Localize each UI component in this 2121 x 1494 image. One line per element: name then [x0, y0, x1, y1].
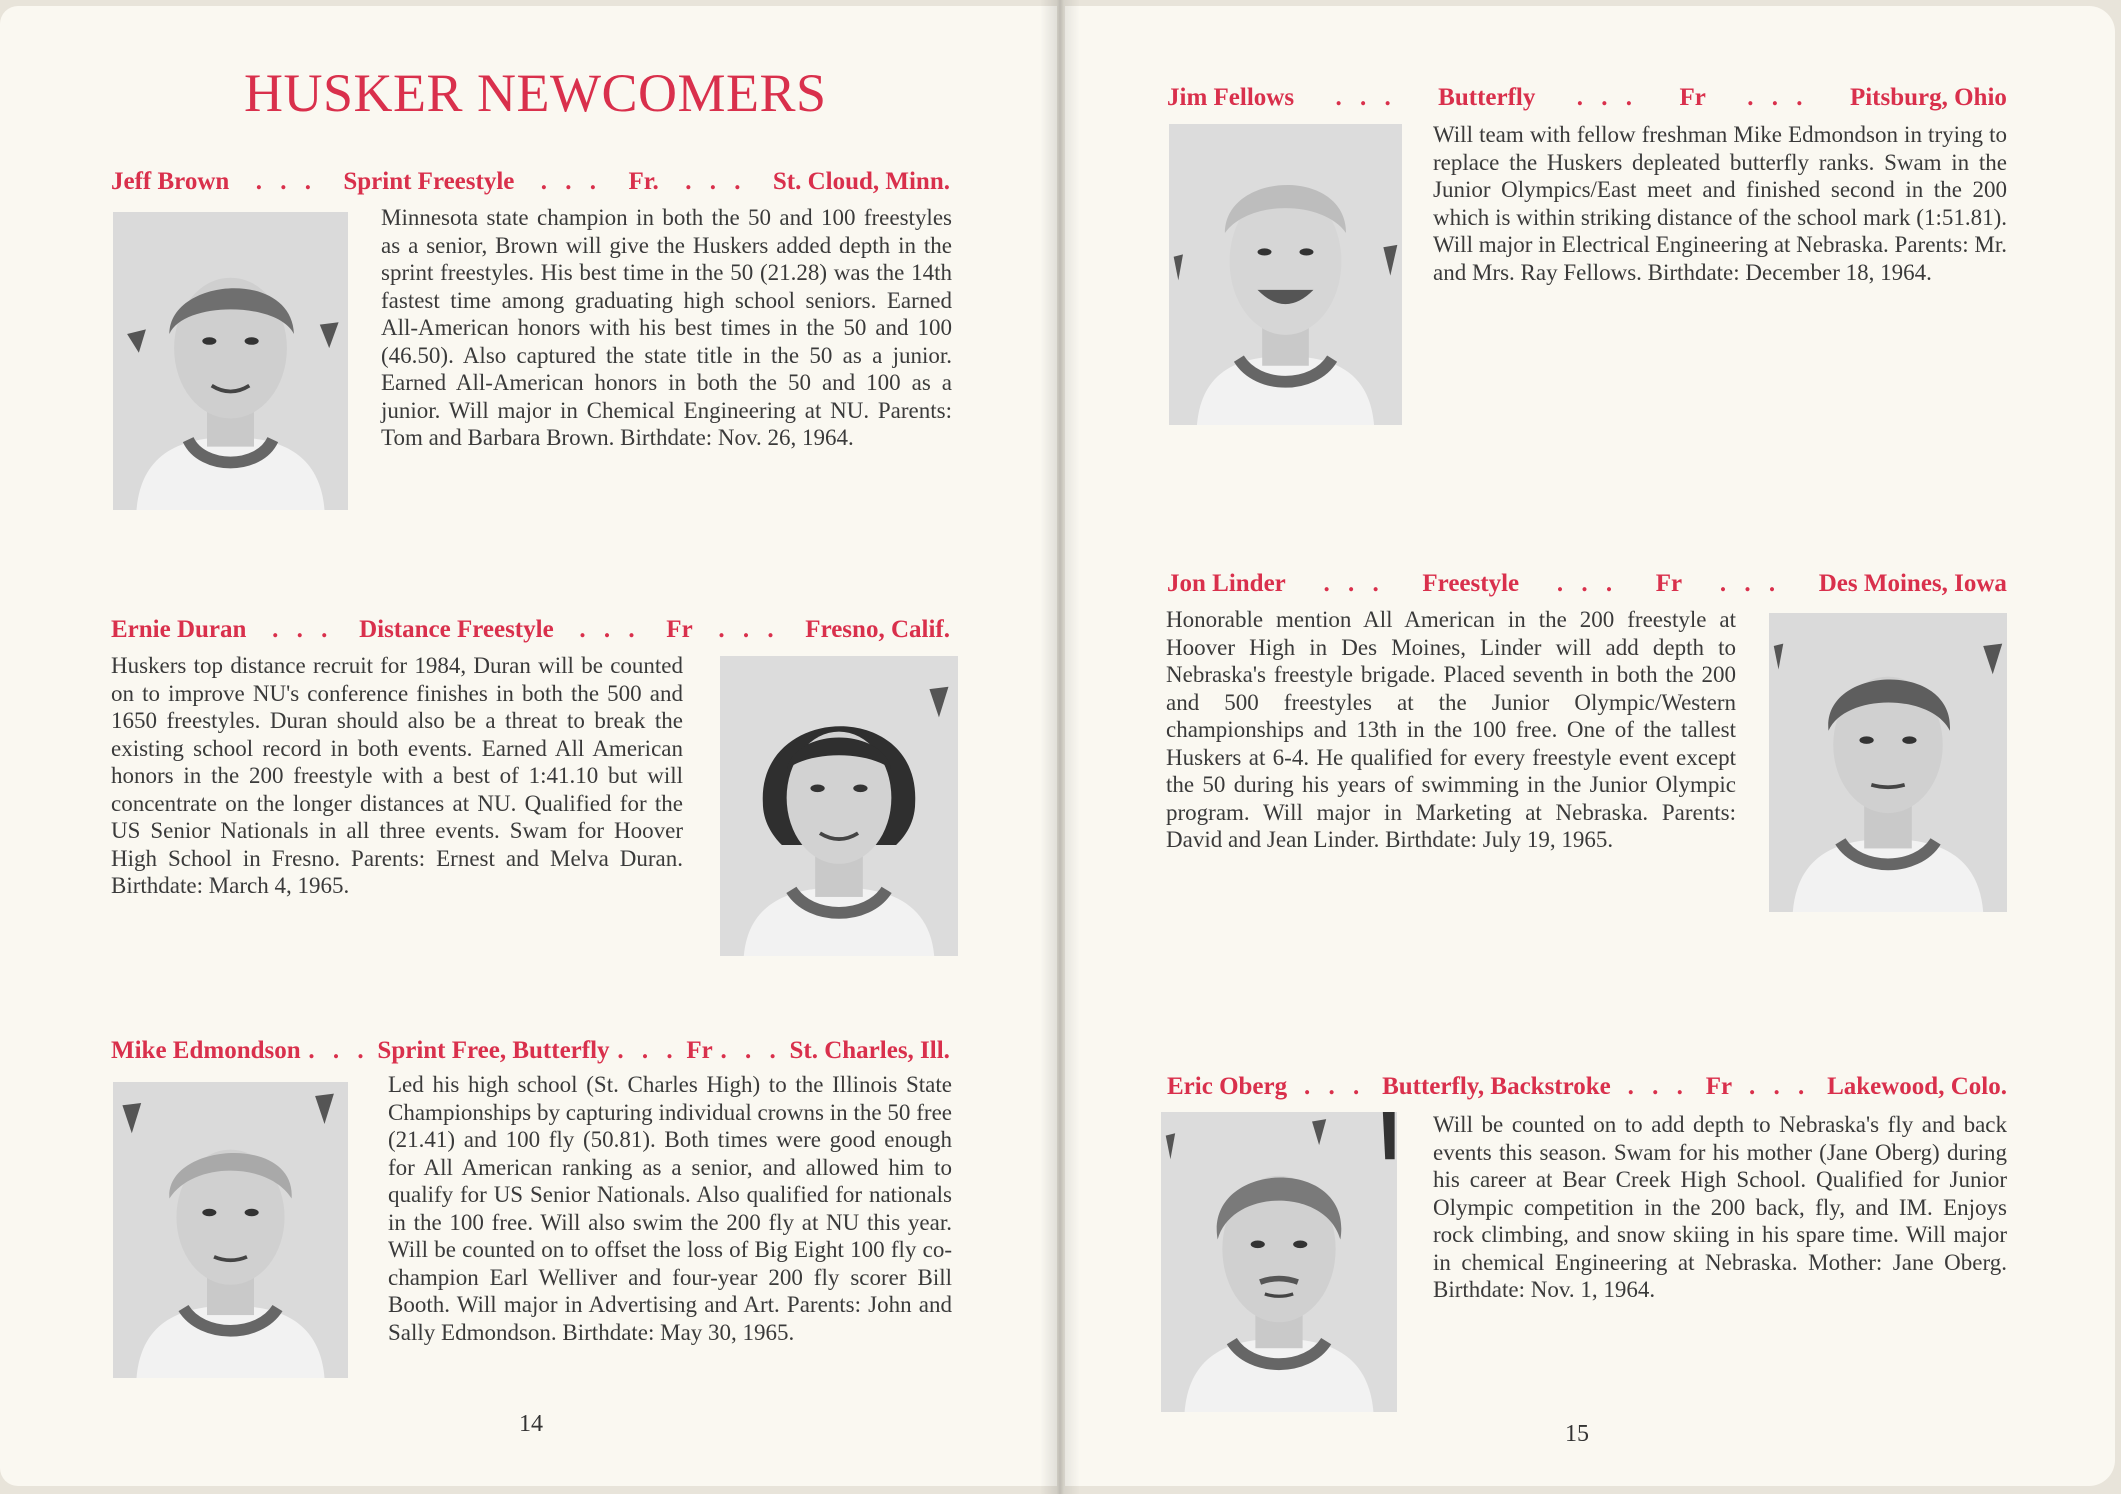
swimmer-hometown: Lakewood, Colo. [1827, 1073, 2007, 1100]
swimmer-class: Fr [666, 616, 693, 643]
separator: . . . [617, 1037, 679, 1064]
separator: . . . [255, 168, 317, 195]
swimmer-name: Jon Linder [1167, 570, 1286, 597]
book-gutter [1040, 0, 1080, 1494]
separator: . . . [720, 1037, 782, 1064]
swimmer-photo-eric-oberg [1161, 1112, 1397, 1412]
swimmer-name: Mike Edmondson [111, 1037, 301, 1064]
separator: . . . [1748, 1073, 1811, 1100]
swimmer-heading-jon-linder [1167, 570, 2007, 604]
swimmer-class: Fr [1679, 84, 1706, 111]
swimmer-hometown: Fresno, Calif. [805, 616, 950, 643]
separator: . . . [1627, 1073, 1689, 1100]
swimmer-class: Fr [1655, 570, 1683, 597]
swimmer-bio-eric-oberg: Will be counted on to add depth to Nebraska's fly and back events this season. Swam for his mother (Jane Oberg) during his career at Bear Creek High School. Qualified for Junior Olympic competition in the 200 back, fly, and IM. Enjoys rock climbing, and snow skiing in his spare time. Will major in chemical Engineering at Nebraska. Mother: Jane Oberg. Birthdate: Nov. 1, 1964. [1433, 1112, 2007, 1302]
separator: . . . [540, 168, 603, 195]
swimmer-hometown: St. Cloud, Minn. [772, 168, 950, 195]
swimmer-bio-ernie-duran: Huskers top distance recruit for 1984, Duran will be counted on to improve NU's conference finishes in both the 500 and 1650 freestyles. Duran should also be a threat to break the existing school record in both events. Earned All American honors in the 200 freestyle with a best of 1:41.10 but will concentrate on the longer distances at NU. Qualified for the US Senior Nationals in all three events. Swam for Hoover High School in Fresno. Parents: Ernest and Melva Duran. Birthdate: March 4, 1965. [111, 653, 683, 898]
separator: . . . [1335, 84, 1397, 111]
separator: . . . [579, 616, 641, 643]
swimmer-hometown: St. Charles, Ill. [789, 1037, 950, 1064]
swimmer-name: Eric Oberg [1167, 1073, 1288, 1100]
swimmer-class: Fr [686, 1037, 713, 1064]
separator: . . . [1747, 84, 1809, 111]
swimmer-hometown: Des Moines, Iowa [1818, 570, 2007, 597]
separator: . . . [272, 616, 334, 643]
swimmer-heading-eric-oberg [1167, 1073, 2007, 1107]
swimmer-bio-jeff-brown: Minnesota state champion in both the 50 and 100 freestyles as a senior, Brown will give the Huskers added depth in the sprint freestyles. His best time in the 50 (21.28) was the 14th fastest time among graduating high school seniors. Earned All-American honors with his best times in the 50 and 100 (46.50). Also captured the state title in the 50 as a junior. Earned All-American honors in both the 50 and 100 as a junior. Will major in Chemical Engineering at NU. Parents: Tom and Barbara Brown. Birthdate: Nov. 26, 1964. [381, 205, 952, 450]
swimmer-event: Sprint Free, Butterfly [377, 1037, 610, 1064]
separator: . . . [1303, 1073, 1366, 1100]
swimmer-event: Butterfly, Backstroke [1382, 1073, 1611, 1100]
swimmer-photo-ernie-duran [720, 656, 958, 956]
swimmer-event: Sprint Freestyle [343, 168, 515, 195]
swimmer-bio-jon-linder: Honorable mention All American in the 200 freestyle at Hoover High in Des Moines, Linder will add depth to Nebraska's freestyle brigade. Placed seventh in both the 200 and 500 freestyles at the Junior Olympic/Western championships and 13th in the 100 free. One of the tallest Huskers at 6-4. He qualified for every freestyle event except the 50 during his years of swimming in the Junior Olympic program. Will major in Marketing at Nebraska. Parents: David and Jean Linder. Birthdate: July 19, 1965. [1166, 607, 1736, 852]
swimmer-name: Jim Fellows [1167, 84, 1295, 111]
page-title: HUSKER NEWCOMERS [244, 63, 827, 123]
swimmer-heading-jim-fellows [1167, 84, 2007, 118]
swimmer-heading-jeff-brown [111, 168, 950, 202]
swimmer-bio-jim-fellows: Will team with fellow freshman Mike Edmondson in trying to replace the Huskers depleated butterfly ranks. Swam in the Junior Olympics/East meet and finished second in the 200 which is within striking distance of the school mark (1:51.81). Will major in Electrical Engineering at Nebraska. Parents: Mr. and Mrs. Ray Fellows. Birthdate: December 18, 1964. [1433, 122, 2007, 285]
separator: . . . [308, 1037, 370, 1064]
swimmer-class: Fr [1705, 1073, 1733, 1100]
swimmer-class: Fr. [628, 168, 659, 195]
swimmer-heading-mike-edmondson [111, 1037, 950, 1071]
swimmer-event: Butterfly [1438, 84, 1536, 111]
page-number: 15 [1565, 1421, 1589, 1447]
separator: . . . [1719, 570, 1782, 597]
swimmer-photo-jim-fellows [1169, 124, 1402, 425]
swimmer-hometown: Pitsburg, Ohio [1849, 84, 2007, 111]
page-number: 14 [519, 1411, 543, 1437]
swimmer-event: Freestyle [1422, 570, 1520, 597]
swimmer-name: Ernie Duran [111, 616, 247, 643]
swimmer-photo-mike-edmondson [113, 1082, 348, 1378]
swimmer-photo-jeff-brown [113, 212, 348, 510]
swimmer-photo-jon-linder [1769, 613, 2007, 912]
swimmer-heading-ernie-duran [111, 616, 950, 650]
separator: . . . [1576, 84, 1639, 111]
separator: . . . [685, 168, 747, 195]
separator: . . . [718, 616, 780, 643]
separator: . . . [1556, 570, 1619, 597]
swimmer-event: Distance Freestyle [359, 616, 554, 643]
swimmer-bio-mike-edmondson: Led his high school (St. Charles High) to the Illinois State Championships by capturing individual crowns in the 50 free (21.41) and 100 fly (50.81). Both times were good enough for All American ranking as a senior, and allowed him to qualify for US Senior Nationals. Also qualified for nationals in the 100 free. Will also swim the 200 fly at NU this year. Will be counted on to offset the loss of Big Eight 100 fly co-champion Earl Welliver and four-year 200 fly scorer Bill Booth. Will major in Advertising and Art. Parents: John and Sally Edmondson. Birthdate: May 30, 1965. [388, 1072, 952, 1345]
separator: . . . [1323, 570, 1385, 597]
swimmer-name: Jeff Brown [111, 168, 230, 195]
